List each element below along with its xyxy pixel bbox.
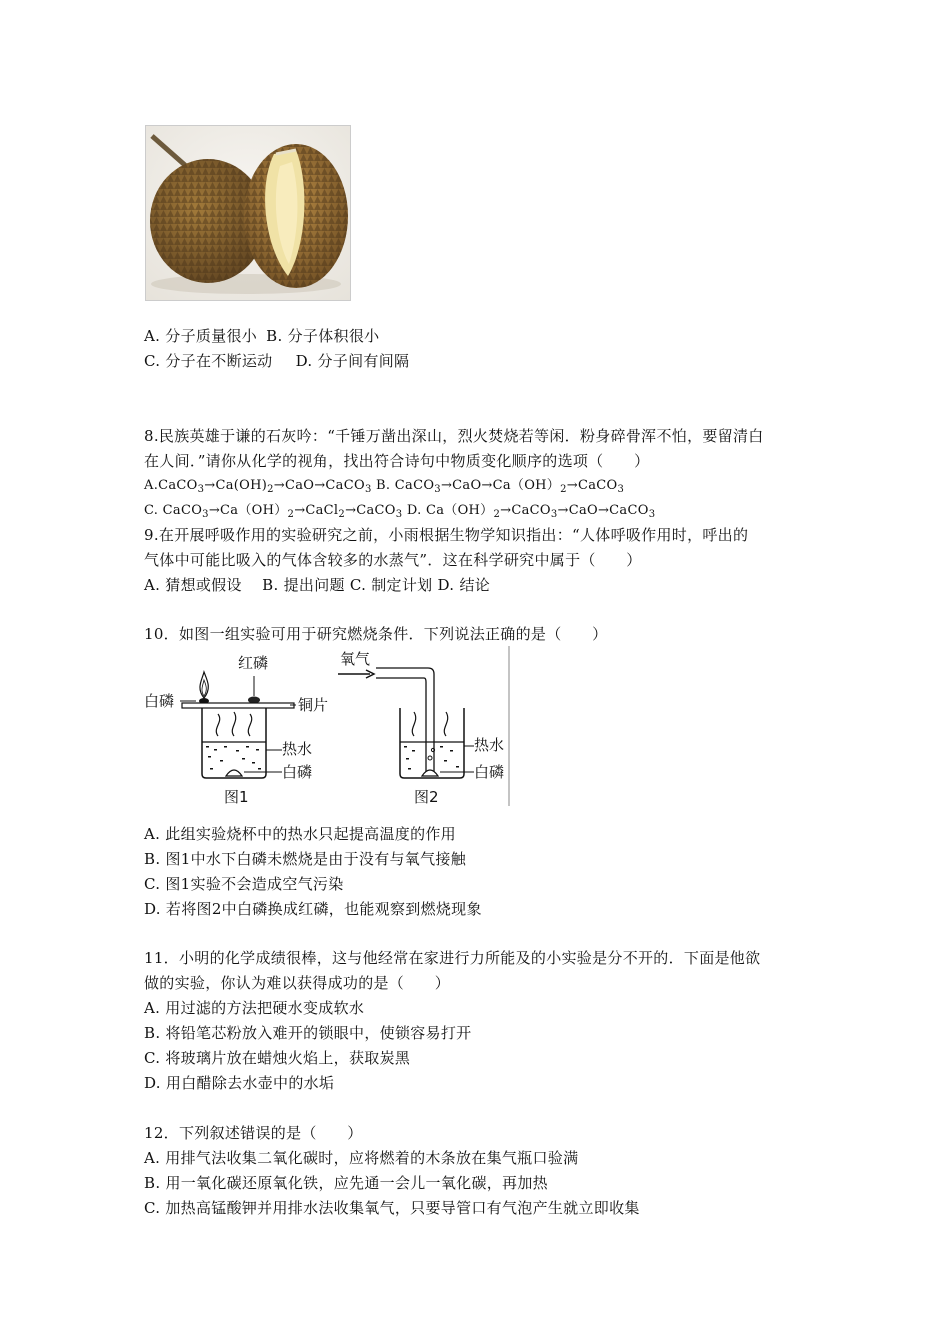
label-red-phosphorus: 红磷	[238, 654, 269, 672]
q8-options-row1: $A.CaCO_3\to Ca(OH)_2\to CaO\to CaCO_3$ B. $CaCO_3\to CaO\to Ca(OH)_2\to CaCO_3$	[144, 478, 625, 495]
q9-stem-line1: 9.在开展呼吸作用的实验研究之前，小雨根据生物学知识指出：“人体呼吸作用时，呼出的	[144, 526, 749, 544]
label-fig2: 图2	[414, 788, 439, 806]
label-hot-water-2: 热水	[474, 736, 505, 754]
label-hot-water-1: 热水	[282, 740, 313, 758]
q11-stem-line1: 11．小明的化学成绩很棒，这与他经常在家进行力所能及的小实验是分不开的．下面是他欲	[144, 949, 761, 967]
q10-stem: 10．如图一组实验可用于研究燃烧条件．下列说法正确的是（ ）	[144, 625, 608, 643]
combustion-experiment-figure	[144, 646, 512, 808]
q12-option-a: A. 用排气法收集二氧化碳时，应将燃着的木条放在集气瓶口验满	[144, 1149, 579, 1167]
q7-option-b: B. 分子体积很小	[266, 327, 380, 345]
q12-option-c: C. 加热高锰酸钾并用排水法收集氧气，只要导管口有气泡产生就立即收集	[144, 1199, 640, 1217]
q11-option-c: C. 将玻璃片放在蜡烛火焰上，获取炭黑	[144, 1049, 411, 1067]
durian-photo	[145, 125, 351, 301]
figure-1	[144, 654, 328, 806]
label-white-phosphorus-top: 白磷	[144, 692, 175, 710]
q12-stem: 12．下列叙述错误的是（ ）	[144, 1124, 363, 1142]
q8-stem-line1: 8.民族英雄于谦的石灰吟：“千锤万凿出深山，烈火焚烧若等闲．粉身碎骨浑不怕，要留清白	[144, 427, 764, 445]
q9-options: A. 猜想或假设 B. 提出问题 C. 制定计划 D. 结论	[144, 576, 491, 594]
label-white-phosphorus-1: 白磷	[282, 763, 313, 781]
label-fig1: 图1	[224, 788, 249, 806]
q8-stem-line2: 在人间．”请你从化学的视角，找出符合诗句中物质变化顺序的选项（ ）	[144, 452, 650, 470]
q9-stem-line2: 气体中可能比吸入的气体含较多的水蒸气”．这在科学研究中属于（ ）	[144, 551, 642, 569]
q12-option-b: B. 用一氧化碳还原氧化铁，应先通一会儿一氧化碳，再加热	[144, 1174, 548, 1192]
q10-option-c: C. 图1实验不会造成空气污染	[144, 875, 344, 893]
q10-option-b: B. 图1中水下白磷未燃烧是由于没有与氧气接触	[144, 850, 467, 868]
q11-stem-line2: 做的实验，你认为难以获得成功的是（ ）	[144, 974, 451, 992]
q10-option-a: A. 此组实验烧杯中的热水只起提高温度的作用	[144, 825, 456, 843]
figure-2	[338, 650, 504, 806]
q11-option-a: A. 用过滤的方法把硬水变成软水	[144, 999, 365, 1017]
label-oxygen: 氧气	[340, 650, 371, 668]
label-copper-plate: 铜片	[298, 696, 329, 714]
q7-option-c: C. 分子在不断运动	[144, 352, 273, 370]
q11-option-d: D. 用白醋除去水壶中的水垢	[144, 1074, 335, 1092]
q7-options-row1	[144, 326, 379, 346]
q10-option-d: D. 若将图2中白磷换成红磷，也能观察到燃烧现象	[144, 900, 482, 918]
q7-option-d: D. 分子间有间隔	[295, 352, 410, 370]
q11-option-b: B. 将铅笔芯粉放入难开的锁眼中，使锁容易打开	[144, 1024, 472, 1042]
q7-option-a: A. 分子质量很小	[144, 327, 258, 345]
q7-options-row2	[144, 351, 409, 371]
q8-options-row2: C. $CaCO_3\to Ca(OH)_2\to CaCl_2\to CaCO_3$ D. $Ca(OH)_2\to CaCO_3\to CaO\to CaCO_3$	[144, 503, 656, 520]
label-white-phosphorus-2: 白磷	[474, 763, 505, 781]
